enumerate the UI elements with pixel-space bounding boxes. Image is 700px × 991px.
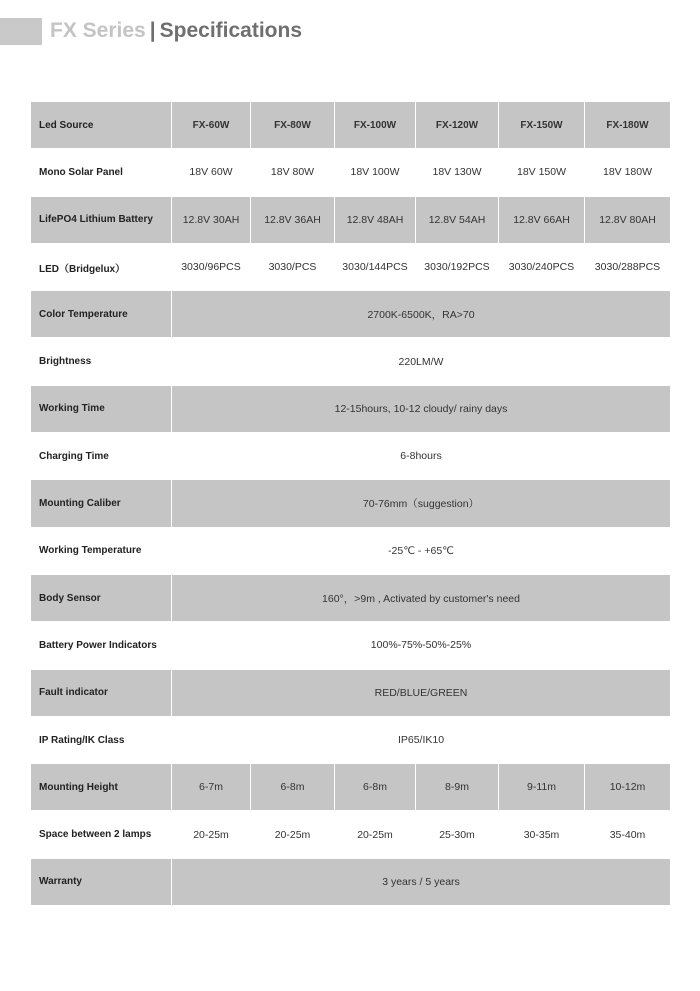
header-accent-bar (0, 18, 42, 45)
row-label: Mounting Height (31, 764, 172, 811)
page-title (50, 17, 302, 45)
table-row (31, 669, 671, 716)
table-row (31, 574, 671, 621)
title-separator: | (149, 19, 156, 42)
table-cell: 6-8m (335, 764, 416, 811)
table-cell: 12.8V 54AH (416, 196, 499, 243)
table-cell: 6-7m (172, 764, 251, 811)
table-cell: 100%-75%-50%-25% (172, 622, 671, 669)
table-cell: 18V 150W (499, 149, 585, 196)
row-label: Mono Solar Panel (31, 149, 172, 196)
table-cell: 12.8V 48AH (335, 196, 416, 243)
table-cell: 9-11m (499, 764, 585, 811)
row-label: Body Sensor (31, 574, 172, 621)
table-row (31, 527, 671, 574)
row-label: Brightness (31, 338, 172, 385)
table-cell: 3030/240PCS (499, 243, 585, 290)
table-row (31, 764, 671, 811)
table-cell: 3 years / 5 years (172, 858, 671, 905)
row-label: Fault indicator (31, 669, 172, 716)
table-row (31, 196, 671, 243)
table-cell: RED/BLUE/GREEN (172, 669, 671, 716)
table-row (31, 433, 671, 480)
model-header: FX-150W (499, 102, 585, 149)
table-cell: 2700K-6500K，RA>70 (172, 291, 671, 338)
title-subtitle: Specifications (159, 19, 303, 42)
table-row (31, 858, 671, 905)
table-header-row (31, 102, 671, 149)
row-label: LifePO4 Lithium Battery (31, 196, 172, 243)
table-cell: 35-40m (585, 811, 671, 858)
table-cell: 8-9m (416, 764, 499, 811)
row-label: Working Temperature (31, 527, 172, 574)
table-cell: 3030/288PCS (585, 243, 671, 290)
table-cell: 12.8V 66AH (499, 196, 585, 243)
table-cell: 18V 180W (585, 149, 671, 196)
table-cell: 3030/PCS (251, 243, 335, 290)
table-row (31, 291, 671, 338)
row-label: Battery Power Indicators (31, 622, 172, 669)
table-cell: 20-25m (172, 811, 251, 858)
table-cell: 3030/144PCS (335, 243, 416, 290)
table-cell: 18V 100W (335, 149, 416, 196)
table-cell: 20-25m (335, 811, 416, 858)
table-row (31, 811, 671, 858)
model-header: FX-120W (416, 102, 499, 149)
table-cell: 160°，>9m , Activated by customer's need (172, 574, 671, 621)
table-cell: 70-76mm（suggestion） (172, 480, 671, 527)
row-label: Color Temperature (31, 291, 172, 338)
table-cell: 12.8V 30AH (172, 196, 251, 243)
row-label: LED（Bridgelux） (31, 243, 172, 290)
table-cell: 20-25m (251, 811, 335, 858)
table-cell: 6-8hours (172, 433, 671, 480)
row-label: Led Source (31, 102, 172, 149)
table-cell: 12.8V 36AH (251, 196, 335, 243)
table-row (31, 480, 671, 527)
model-header: FX-180W (585, 102, 671, 149)
row-label: Charging Time (31, 433, 172, 480)
table-cell: 6-8m (251, 764, 335, 811)
table-row (31, 243, 671, 290)
row-label: IP Rating/IK Class (31, 716, 172, 763)
table-cell: IP65/IK10 (172, 716, 671, 763)
table-row (31, 149, 671, 196)
table-cell: 18V 60W (172, 149, 251, 196)
table-row (31, 385, 671, 432)
row-label: Working Time (31, 385, 172, 432)
table-cell: 18V 80W (251, 149, 335, 196)
series-name: FX Series (50, 19, 146, 42)
row-label: Warranty (31, 858, 172, 905)
table-cell: 18V 130W (416, 149, 499, 196)
table-cell: 12-15hours, 10-12 cloudy/ rainy days (172, 385, 671, 432)
table-cell: 30-35m (499, 811, 585, 858)
specifications-table (30, 101, 671, 906)
table-cell: 220LM/W (172, 338, 671, 385)
model-header: FX-100W (335, 102, 416, 149)
model-header: FX-80W (251, 102, 335, 149)
model-header: FX-60W (172, 102, 251, 149)
table-cell: 3030/192PCS (416, 243, 499, 290)
row-label: Space between 2 lamps (31, 811, 172, 858)
table-cell: -25℃ - +65℃ (172, 527, 671, 574)
table-cell: 3030/96PCS (172, 243, 251, 290)
table-cell: 10-12m (585, 764, 671, 811)
table-row (31, 338, 671, 385)
table-cell: 12.8V 80AH (585, 196, 671, 243)
table-row (31, 622, 671, 669)
table-row (31, 716, 671, 763)
row-label: Mounting Caliber (31, 480, 172, 527)
table-cell: 25-30m (416, 811, 499, 858)
